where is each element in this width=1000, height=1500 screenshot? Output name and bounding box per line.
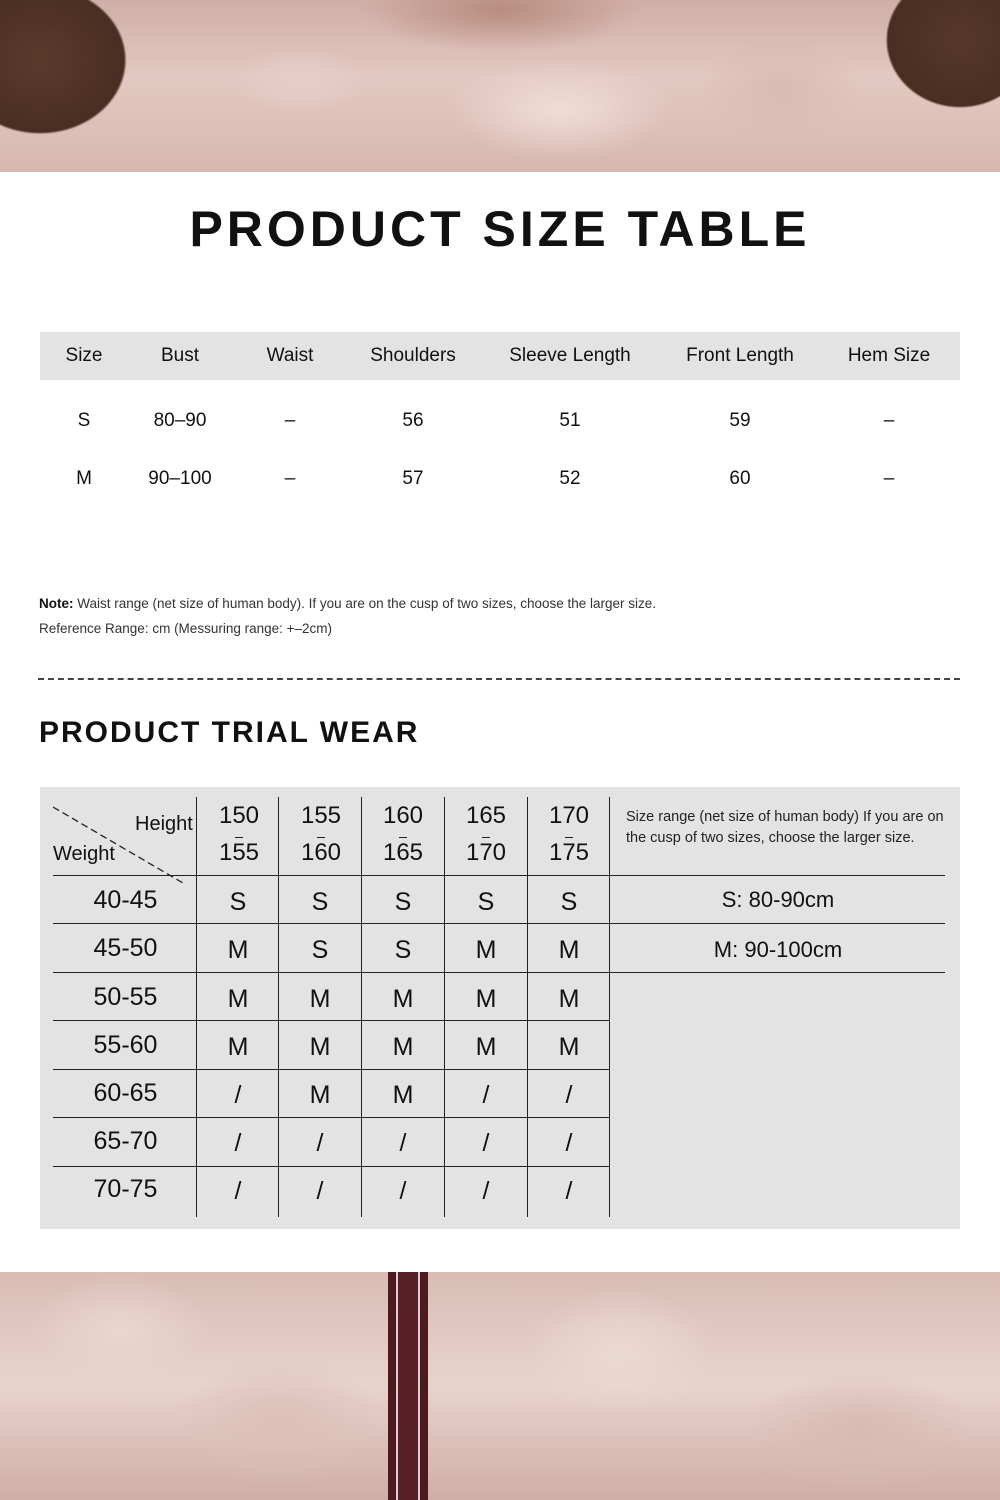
size-cell: M (392, 985, 414, 1013)
weight-label: 40-45 (93, 886, 158, 914)
size-cell: M (309, 1081, 331, 1109)
height-from: 150 (218, 802, 260, 829)
grid-line (53, 1117, 610, 1118)
size-cell: M (558, 936, 580, 964)
size-cell: / (482, 1129, 490, 1157)
table-cell: 51 (559, 410, 581, 431)
size-cell: M (392, 1033, 414, 1061)
size-cell: / (399, 1177, 407, 1205)
grid-line (361, 797, 362, 1217)
grid-line (53, 1069, 610, 1070)
table-cell: 59 (729, 410, 751, 431)
size-cell: M (475, 1033, 497, 1061)
size-cell: S (394, 888, 412, 916)
zipper-placket (388, 1272, 428, 1500)
size-cell: M (227, 936, 249, 964)
weight-label: 45-50 (93, 934, 158, 962)
size-cell: M (309, 985, 331, 1013)
table-cell: 52 (559, 468, 581, 489)
height-from: 170 (548, 802, 590, 829)
size-cell: / (316, 1129, 324, 1157)
note-text: Waist range (net size of human body). If you are on the cusp of two sizes, choose the larger size. (73, 596, 657, 611)
height-weight-corner-cell (53, 797, 203, 877)
size-cell: M (392, 1081, 414, 1109)
size-cell: S (560, 888, 578, 916)
diagonal-divider (53, 797, 183, 887)
grid-line (444, 797, 445, 1217)
size-cell: / (234, 1129, 242, 1157)
table-cell: S (77, 410, 91, 431)
header-bust: Bust (160, 345, 200, 366)
height-range-header (528, 797, 610, 871)
header-waist: Waist (266, 345, 314, 366)
size-cell: M (227, 985, 249, 1013)
size-table-header (40, 332, 960, 380)
size-range-s: S: 80-90cm (721, 887, 835, 912)
size-cell: S (394, 936, 412, 964)
grid-line (609, 797, 610, 1217)
table-cell: – (883, 410, 895, 431)
size-cell: M (227, 1033, 249, 1061)
weight-label: 55-60 (93, 1031, 158, 1059)
grid-line (53, 1166, 610, 1167)
size-range-m: M: 90-100cm (713, 937, 843, 962)
size-cell: M (475, 985, 497, 1013)
size-cell: / (316, 1177, 324, 1205)
size-cell: M (309, 1033, 331, 1061)
table-cell: 57 (402, 468, 424, 489)
height-from: 155 (300, 802, 342, 829)
page-title: PRODUCT SIZE TABLE (189, 201, 811, 257)
table-row (40, 450, 960, 508)
grid-line (53, 923, 945, 924)
table-row (40, 392, 960, 450)
size-cell: S (311, 936, 329, 964)
size-cell: / (565, 1081, 573, 1109)
height-range-header (445, 797, 527, 871)
weight-label: 65-70 (93, 1127, 158, 1155)
table-cell: 56 (402, 410, 424, 431)
header-shoulders: Shoulders (370, 345, 456, 366)
size-cell: / (565, 1129, 573, 1157)
corner-weight-label: Weight (53, 843, 115, 865)
note-label: Note: (39, 596, 74, 611)
table-cell: 80–90 (153, 410, 207, 431)
height-to: 170 (445, 834, 527, 871)
table-cell: – (284, 468, 296, 489)
table-cell: – (883, 468, 895, 489)
size-range-note: Size range (net size of human body) If you are on the cusp of two sizes, choose the larger size. (626, 809, 944, 846)
table-cell: 60 (729, 468, 751, 489)
grid-line (53, 875, 945, 876)
header-hem-size: Hem Size (847, 345, 931, 366)
fur-jacket-front-photo (0, 1272, 1000, 1500)
height-to: 175 (528, 834, 610, 871)
height-range-header (280, 797, 362, 871)
trial-wear-title: PRODUCT TRIAL WEAR (39, 716, 420, 749)
size-cell: M (475, 936, 497, 964)
height-from: 160 (382, 802, 424, 829)
size-cell: S (477, 888, 495, 916)
header-front-length: Front Length (686, 345, 794, 366)
height-to: 165 (362, 834, 444, 871)
size-cell: S (229, 888, 247, 916)
size-cell: / (234, 1081, 242, 1109)
size-cell: S (311, 888, 329, 916)
size-table (40, 332, 960, 508)
size-cell: / (482, 1081, 490, 1109)
trial-wear-table (40, 787, 960, 1229)
size-note (39, 596, 656, 611)
weight-label: 60-65 (93, 1079, 158, 1107)
weight-label: 50-55 (93, 983, 158, 1011)
corner-height-label: Height (135, 813, 193, 835)
grid-line (53, 972, 945, 973)
size-cell: / (234, 1177, 242, 1205)
size-cell: / (482, 1177, 490, 1205)
table-cell: M (76, 468, 92, 489)
table-cell: 90–100 (148, 468, 212, 489)
table-cell: – (284, 410, 296, 431)
header-sleeve-length: Sleeve Length (509, 345, 631, 366)
size-cell: / (399, 1129, 407, 1157)
height-to: 155 (198, 834, 280, 871)
height-to: 160 (280, 834, 362, 871)
weight-label: 70-75 (93, 1175, 158, 1203)
reference-range-note: Reference Range: cm (Messuring range: +–2cm) (39, 621, 333, 636)
height-range-header (362, 797, 444, 871)
size-cell: / (565, 1177, 573, 1205)
grid-line (53, 1020, 610, 1021)
height-range-header (198, 797, 280, 871)
header-size: Size (65, 345, 103, 366)
grid-line (278, 797, 279, 1217)
size-cell: M (558, 1033, 580, 1061)
grid-line (527, 797, 528, 1217)
size-cell: M (558, 985, 580, 1013)
height-from: 165 (465, 802, 507, 829)
section-divider (38, 678, 960, 680)
fur-jacket-collar-photo (0, 0, 1000, 172)
